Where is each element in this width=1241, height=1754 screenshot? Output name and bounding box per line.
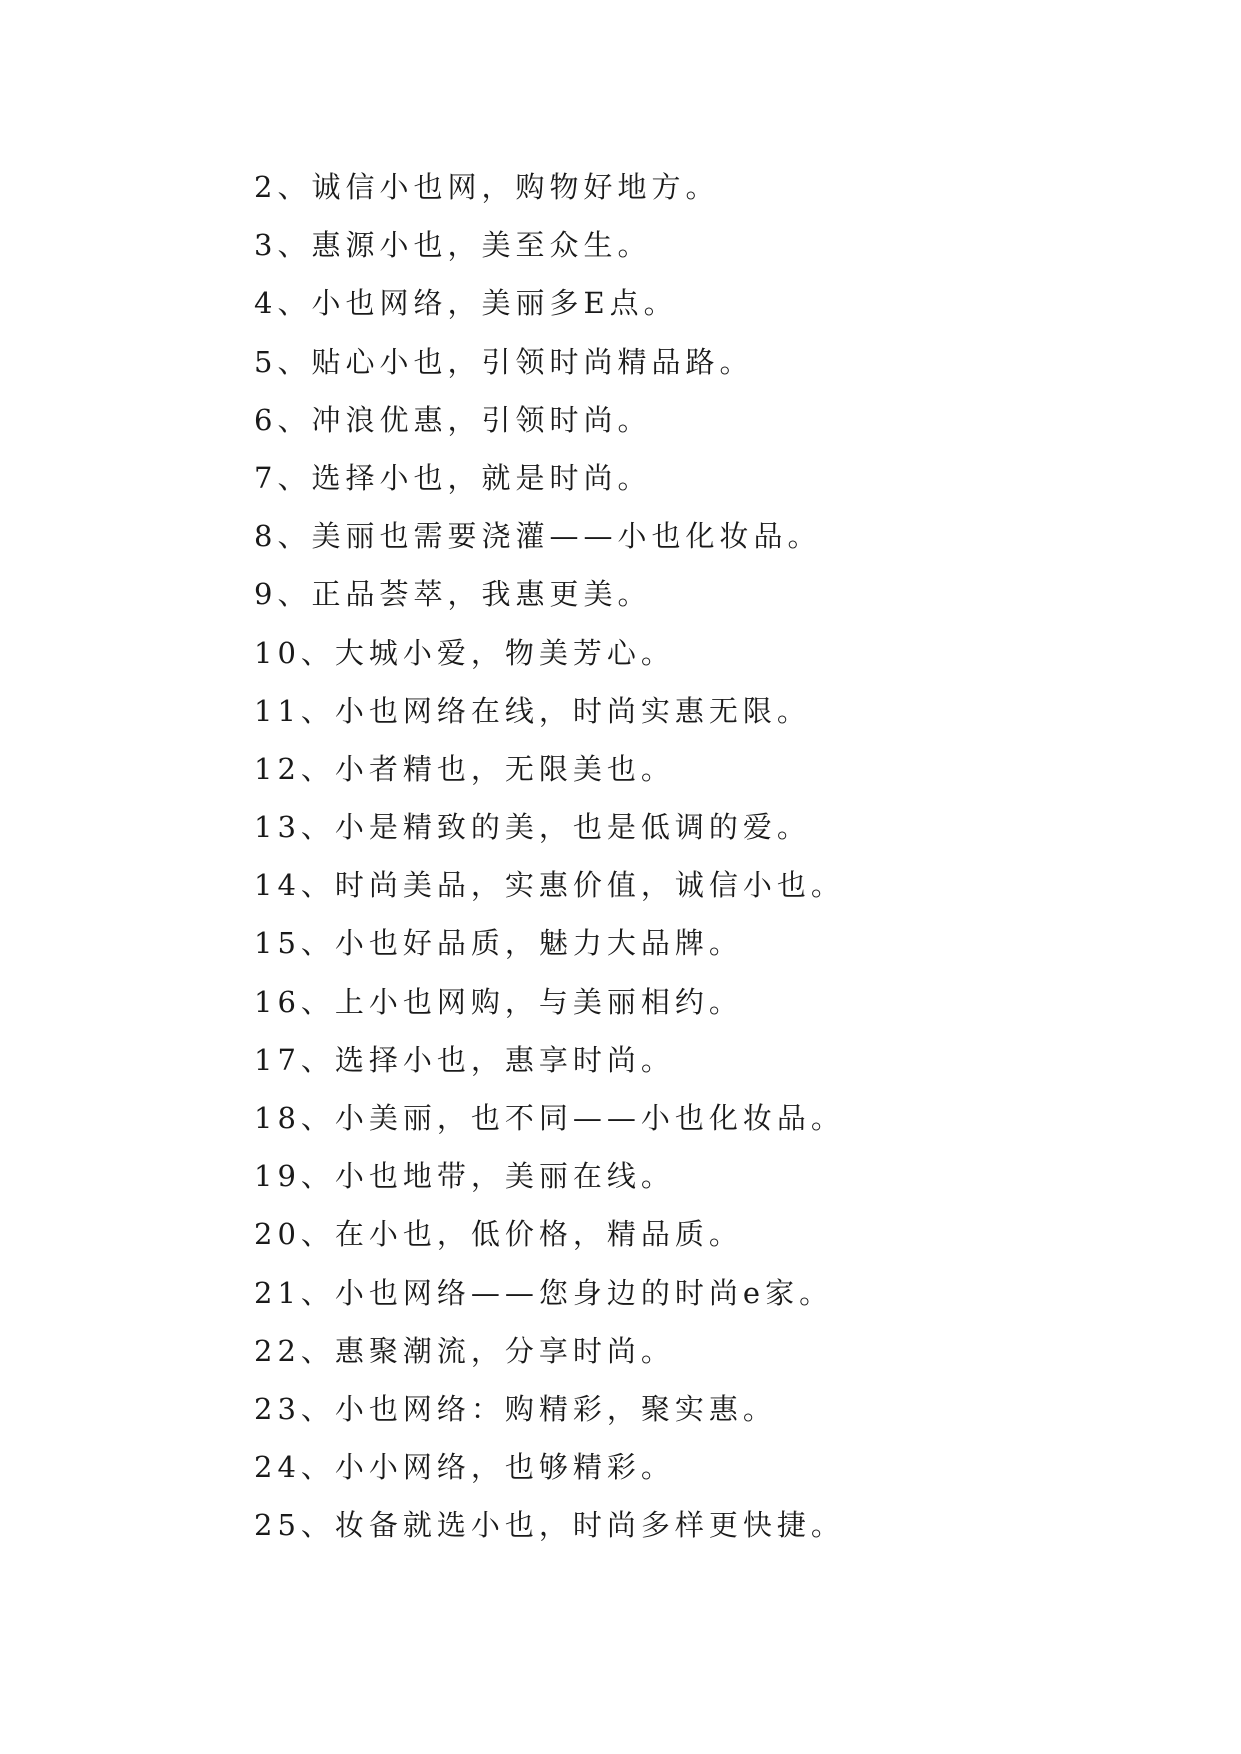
slogan-line: 16、上小也网购，与美丽相约。: [254, 984, 743, 1019]
slogan-line: 10、大城小爱，物美芳心。: [254, 635, 675, 670]
slogan-line: 9、正品荟萃，我惠更美。: [254, 577, 652, 612]
slogan-line: 19、小也地带，美丽在线。: [254, 1159, 675, 1194]
slogan-line: 2、诚信小也网，购物好地方。: [254, 170, 720, 204]
slogan-line: 17、选择小也，惠享时尚。: [254, 1042, 675, 1077]
slogan-line: 8、美丽也需要浇灌——小也化妆品。: [254, 519, 822, 554]
slogan-line: 25、妆备就选小也，时尚多样更快捷。: [254, 1508, 845, 1543]
slogan-line: 7、选择小也，就是时尚。: [254, 460, 652, 495]
slogan-line: 18、小美丽，也不同——小也化妆品。: [254, 1101, 845, 1135]
slogan-line: 20、在小也，低价格，精品质。: [254, 1217, 743, 1252]
slogan-line: 5、贴心小也，引领时尚精品路。: [254, 344, 754, 379]
slogan-line: 13、小是精致的美，也是低调的爱。: [254, 810, 811, 845]
slogan-list: [254, 158, 1154, 1555]
slogan-line: 3、惠源小也，美至众生。: [254, 228, 652, 263]
slogan-line: 4、小也网络，美丽多E点。: [254, 286, 678, 321]
slogan-line: 11、小也网络在线，时尚实惠无限。: [254, 693, 811, 728]
slogan-line: 12、小者精也，无限美也。: [254, 751, 675, 786]
slogan-line: 14、时尚美品，实惠价值，诚信小也。: [254, 868, 845, 903]
slogan-line: 24、小小网络，也够精彩。: [254, 1450, 675, 1485]
slogan-line: 23、小也网络：购精彩，聚实惠。: [254, 1391, 777, 1426]
slogan-line: 21、小也网络——您身边的时尚e家。: [254, 1275, 834, 1310]
slogan-line: 6、冲浪优惠，引领时尚。: [254, 402, 652, 437]
slogan-line: 22、惠聚潮流，分享时尚。: [254, 1333, 675, 1368]
slogan-line: 15、小也好品质，魅力大品牌。: [254, 926, 743, 961]
